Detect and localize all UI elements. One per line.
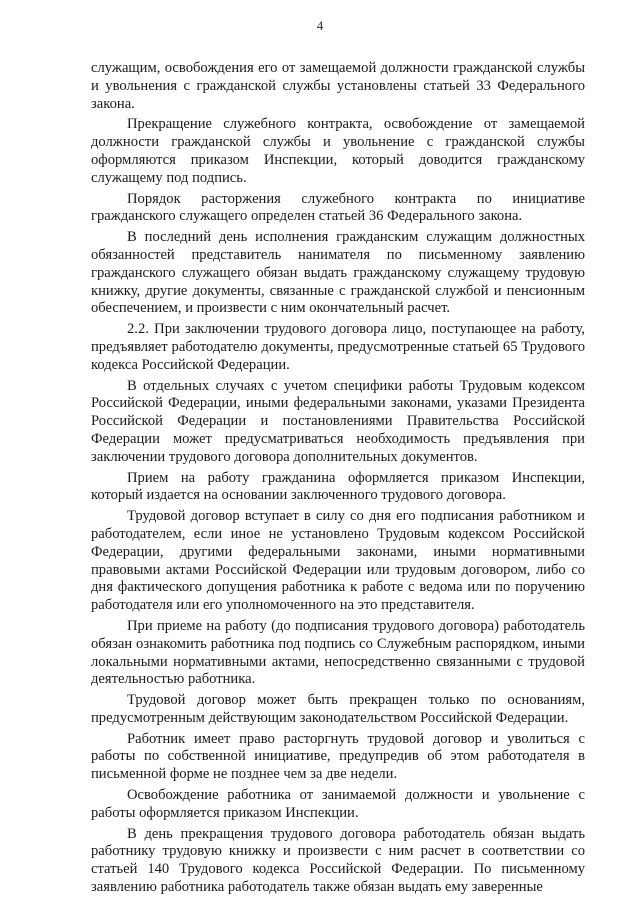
paragraph-additional-documents: В отдельных случаях с учетом специфики работы Трудовым кодексом Российской Федерации, иными федеральными законами, указами Президента Российской Федерации и постановлениями Правительства Российской Федерации может предусматриваться необходимость предъявления при заключении трудового договора дополнительных документов. bbox=[91, 377, 585, 465]
document-body bbox=[91, 60, 585, 900]
paragraph-termination-grounds: Трудовой договор может быть прекращен только по основаниям, предусмотренным действующим законодательством Российской Федерации. bbox=[91, 692, 585, 726]
paragraph-hiring-order: Прием на работу гражданина оформляется приказом Инспекции, который издается на основании заключенного трудового договора. bbox=[91, 469, 585, 504]
paragraph-final-settlement: В день прекращения трудового договора работодатель обязан выдать работнику трудовую книжку и произвести с ним расчет в соответствии со статьей 140 Трудового кодекса Российской Федерации. По письменному заявлению работника работодатель также обязан выдать ему заверенные bbox=[91, 825, 585, 896]
paragraph-last-day-documents: В последний день исполнения гражданским служащим должностных обязанностей представитель нанимателя по письменному заявлению гражданского служащего обязан выдать гражданскому служащему трудовую книжку, другие документы, связанные с гражданской службой и пенсионным обеспечением, и произвести с ним окончательный расчет. bbox=[91, 229, 585, 317]
paragraph-familiarization: При приеме на работу (до подписания трудового договора) работодатель обязан ознакомить работника под подпись со Служебным распорядком, иными локальными нормативными актами, непосредственно связанными с трудовой деятельностью работника. bbox=[91, 617, 585, 688]
paragraph-contract-termination: Прекращение служебного контракта, освобождение от замещаемой должности гражданской службы и увольнение с гражданской службы оформляются приказом Инспекции, который доводится гражданскому служащему под подпись. bbox=[91, 116, 585, 186]
paragraph-termination-procedure: Порядок расторжения служебного контракта по инициативе гражданского служащего определен статьей 36 Федерального закона. bbox=[91, 190, 585, 225]
page-number: 4 bbox=[316, 18, 324, 33]
paragraph-dismissal-order: Освобождение работника от занимаемой должности и увольнение с работы оформляется приказом Инспекции. bbox=[91, 787, 585, 821]
paragraph-contract-effective: Трудовой договор вступает в силу со дня его подписания работником и работодателем, если иное не установлено Трудовым кодексом Российской Федерации, другими федеральными законами, иными нормативными правовыми актами Российской Федерации или трудовым договором, либо со дня фактического допущения работника к работе с ведома или по поручению работодателя или его уполномоченного на это представителя. bbox=[91, 508, 585, 614]
paragraph-continuation: служащим, освобождения его от замещаемой должности гражданской службы и увольнения с гражданской службы установлены статьей 33 Федерального закона. bbox=[91, 60, 585, 112]
paragraph-section-2-2: 2.2. При заключении трудового договора лицо, поступающее на работу, предъявляет работодателю документы, предусмотренные статьей 65 Трудового кодекса Российской Федерации. bbox=[91, 321, 585, 373]
paragraph-resignation-right: Работник имеет право расторгнуть трудовой договор и уволиться с работы по собственной инициативе, предупредив об этом работодателя в письменной форме не позднее чем за две недели. bbox=[91, 730, 585, 783]
